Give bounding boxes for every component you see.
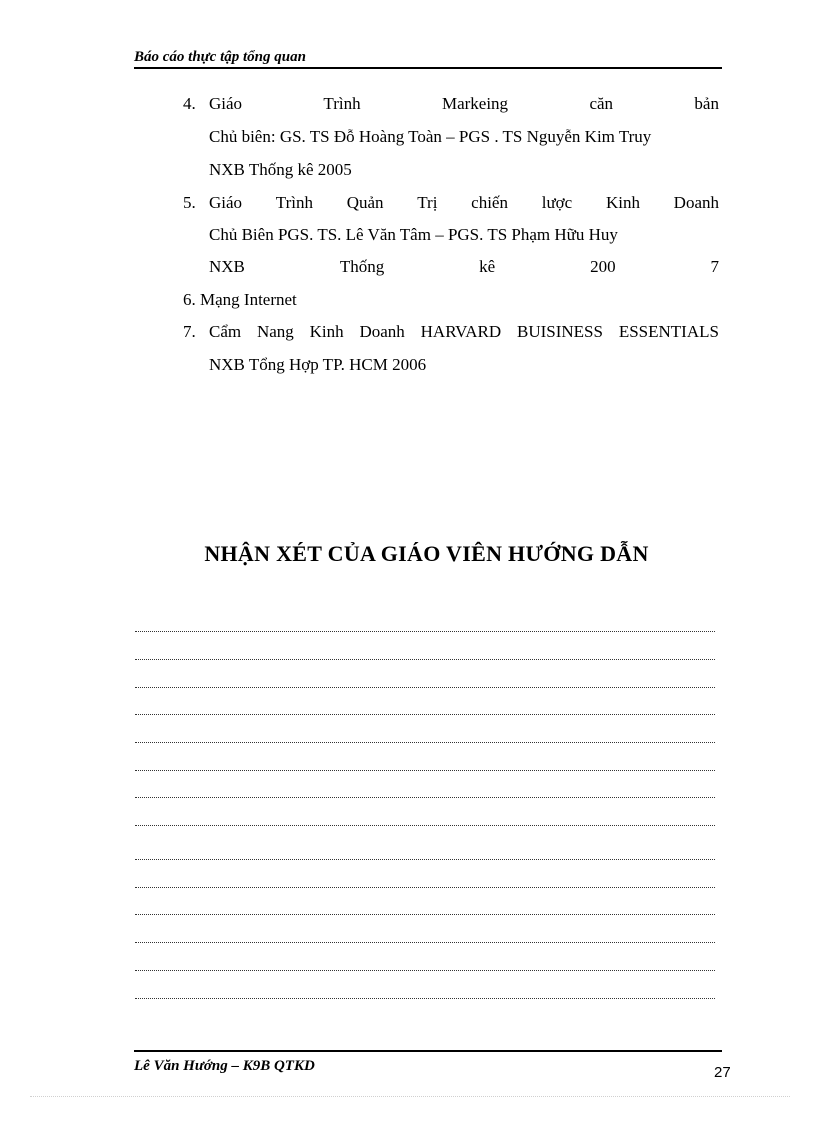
comment-dotted-line [135,631,715,632]
comment-dotted-line [135,914,715,915]
reference-title: Mạng Internet [200,290,297,309]
comment-dotted-line [135,742,715,743]
comment-dotted-line [135,825,715,826]
comment-dotted-line [135,797,715,798]
reference-item-5 [183,191,719,215]
reference-title-line: Cẩm Nang Kinh Doanh HARVARD BUISINESS ESSENTIALS [209,322,719,341]
comment-dotted-line [135,942,715,943]
reference-title-line: Giáo Trình Markeing căn bản [209,94,719,113]
header-rule [134,67,722,69]
footer-author: Lê Văn Hướng – K9B QTKD [134,1058,315,1074]
running-header: Báo cáo thực tập tổng quan [134,49,306,65]
reference-number: 7. [183,322,196,341]
reference-publisher-line: NXB Thống kê 200 7 [209,257,719,276]
reference-item-4 [183,92,719,116]
reference-title-line: Giáo Trình Quản Trị chiến lược Kinh Doanh [209,193,719,212]
page-number: 27 [714,1064,731,1081]
comment-dotted-line [135,859,715,860]
comment-dotted-line [135,770,715,771]
comment-dotted-line [135,970,715,971]
reference-number: 4. [183,94,196,113]
section-title: NHẬN XÉT CỦA GIÁO VIÊN HƯỚNG DẪN [204,541,649,566]
footer-rule [134,1050,722,1052]
comment-dotted-line [135,659,715,660]
reference-number: 5. [183,193,196,212]
comment-dotted-line [135,714,715,715]
page-edge-dotted-line [30,1096,790,1097]
document-page: Báo cáo thực tập tổng quan 4. Giáo Trình Markeing căn bản Chủ biên: GS. TS Đỗ Hoàng Toàn – PGS . TS Nguyễn Kim Truy NXB Thống kê 2005 5. Giáo Trình Quản Trị chiến lược Kinh Doanh Chủ Biên PGS. TS. Lê Văn Tâm – PGS. TS Phạm Hữu Huy NXB Thống kê 200 7 6. Mạng Internet 7. Cẩm Nang Kinh Doanh HARVARD BUISINESS ESSENTIALS NXB Tổng Hợp TP. HCM 2006 NHẬN XÉT CỦA GIÁO VIÊN HƯỚNG DẪN Lê Văn Hướng – K9B QTKD 27 [0,0,816,1123]
comment-dotted-line [135,687,715,688]
reference-item-7 [183,320,719,344]
reference-number: 6. [183,290,196,309]
comment-dotted-line [135,998,715,999]
comment-dotted-line [135,887,715,888]
